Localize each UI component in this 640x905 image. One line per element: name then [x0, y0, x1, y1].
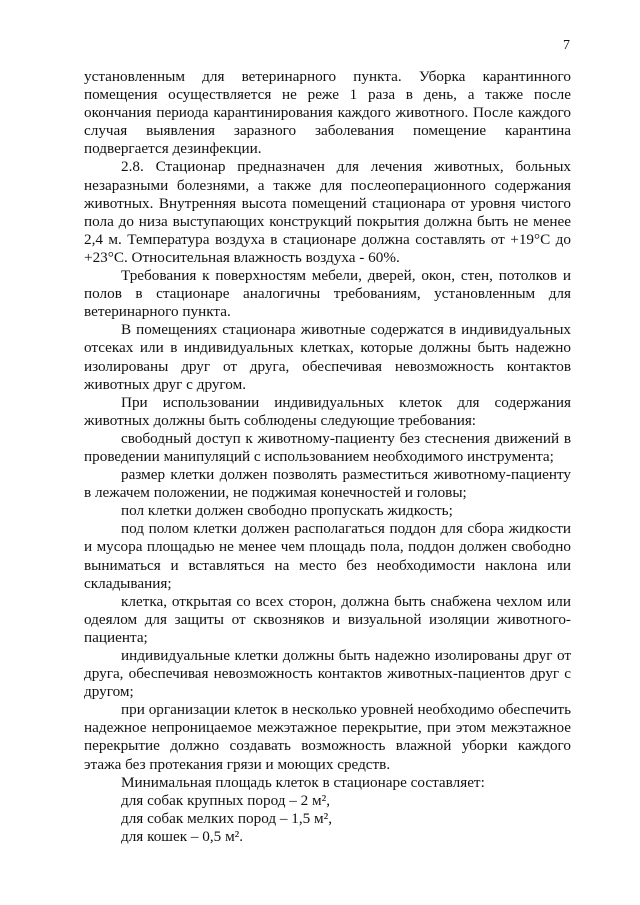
list-item: под полом клетки должен располагаться поддон для сбора жидкости и мусора площадью не менее чем площадь пола, поддон должен свободно выниматься и вставляться на место без необходимости наклона или складывания;	[84, 520, 571, 592]
document-body	[84, 68, 571, 846]
list-item: клетка, открытая со всех сторон, должна быть снабжена чехлом или одеялом для защиты от сквозняков и визуальной изоляции животного-пациента;	[84, 592, 571, 646]
paragraph-individual-housing: В помещениях стационара животные содержатся в индивидуальных отсеках или в индивидуальных клетках, которые должны быть надежно изолированы друг от друга, обеспечивая невозможность контактов животных друг с другом.	[84, 321, 571, 393]
list-item-area-small-dogs: для собак мелких пород – 1,5 м²,	[121, 809, 333, 827]
list-item: размер клетки должен позволять разместиться животному-пациенту в лежачем положении, не поджимая конечностей и головы;	[84, 466, 571, 502]
paragraph-quarantine-continuation: установленным для ветеринарного пункта. Уборка карантинного помещения осуществляется не реже 1 раза в день, а также после окончания периода карантинирования каждого животного. После каждого случая выявления заразного заболевания помещение карантина подвергается дезинфекции.	[84, 68, 571, 158]
list-item-area-cats: для кошек – 0,5 м².	[121, 827, 244, 845]
paragraph-2-8-hospital: 2.8. Стационар предназначен для лечения животных, больных незаразными болезнями, а также для послеоперационного содержания животных. Внутренняя высота помещений стационара от уровня чистого пола до низа выступающих конструкций покрытия должна быть не менее 2,4 м. Температура воздуха в стационаре должна составлять от +19°С до +23°С. Относительная влажность воздуха - 60%.	[84, 158, 571, 266]
list-item-area-large-dogs: для собак крупных пород – 2 м²,	[121, 791, 331, 809]
list-item: при организации клеток в несколько уровней необходимо обеспечить надежное непроницаемое межэтажное перекрытие, при этом межэтажное перекрытие должно создавать возможность влажной уборки каждого этажа без протекания грязи и моющих средств.	[84, 701, 571, 773]
list-item: пол клетки должен свободно пропускать жидкость;	[121, 502, 453, 520]
paragraph-cage-requirements-intro: При использовании индивидуальных клеток для содержания животных должны быть соблюдены следующие требования:	[84, 393, 571, 429]
list-item: свободный доступ к животному-пациенту без стеснения движений в проведении манипуляций с использованием необходимого инструмента;	[84, 429, 571, 465]
paragraph-minimum-area-intro: Минимальная площадь клеток в стационаре составляет:	[121, 773, 485, 791]
list-item: индивидуальные клетки должны быть надежно изолированы друг от друга, обеспечивая невозможность контактов животных-пациентов друг с другом;	[84, 647, 571, 701]
paragraph-surface-requirements: Требования к поверхностям мебели, дверей, окон, стен, потолков и полов в стационаре аналогичны требованиям, установленным для ветеринарного пункта.	[84, 267, 571, 321]
page-number: 7	[563, 38, 570, 53]
